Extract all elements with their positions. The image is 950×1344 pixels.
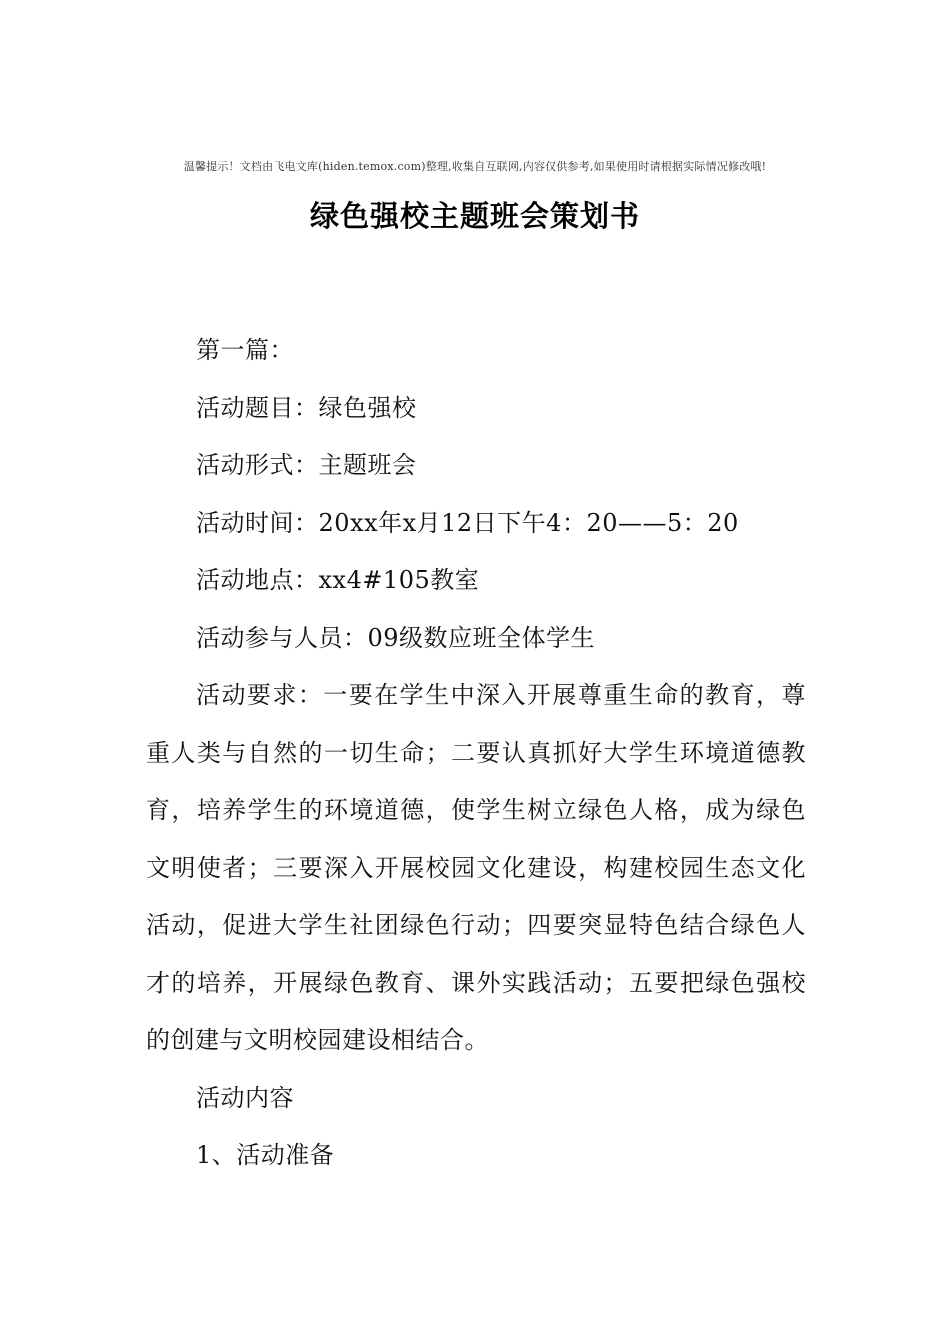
activity-content-heading: 活动内容 <box>196 1083 294 1112</box>
document-body <box>146 322 806 1185</box>
document-title: 绿色强校主题班会策划书 <box>309 199 640 233</box>
step-preparation: 1、活动准备 <box>196 1141 335 1169</box>
activity-location: 活动地点：xx4#105教室 <box>196 566 480 594</box>
activity-topic: 活动题目：绿色强校 <box>196 393 417 422</box>
section-label: 第一篇： <box>196 336 294 364</box>
activity-requirements: 活动要求：一要在学生中深入开展尊重生命的教育，尊重人类与自然的一切生命；二要认真抓好大学生环境道德教育，培养学生的环境道德，使学生树立绿色人格，成为绿色文明使者；三要深入开展校园文化建设，构建校园生态文化活动，促进大学生社团绿色行动；四要突显特色结合绿色人才的培养，开展绿色教育、课外实践活动；五要把绿色强校的创建与文明校园建设相结合。 <box>146 681 806 1054</box>
activity-time: 活动时间：20xx年x月12日下午4：20——5：20 <box>196 508 739 537</box>
document-notice: 温馨提示！文档由飞电文库(hiden.temox.com)整理,收集自互联网,内容仅供参考,如果使用时请根据实际情况修改哦! <box>183 160 767 173</box>
activity-format: 活动形式：主题班会 <box>196 451 417 479</box>
activity-participants: 活动参与人员：09级数应班全体学生 <box>196 623 596 652</box>
